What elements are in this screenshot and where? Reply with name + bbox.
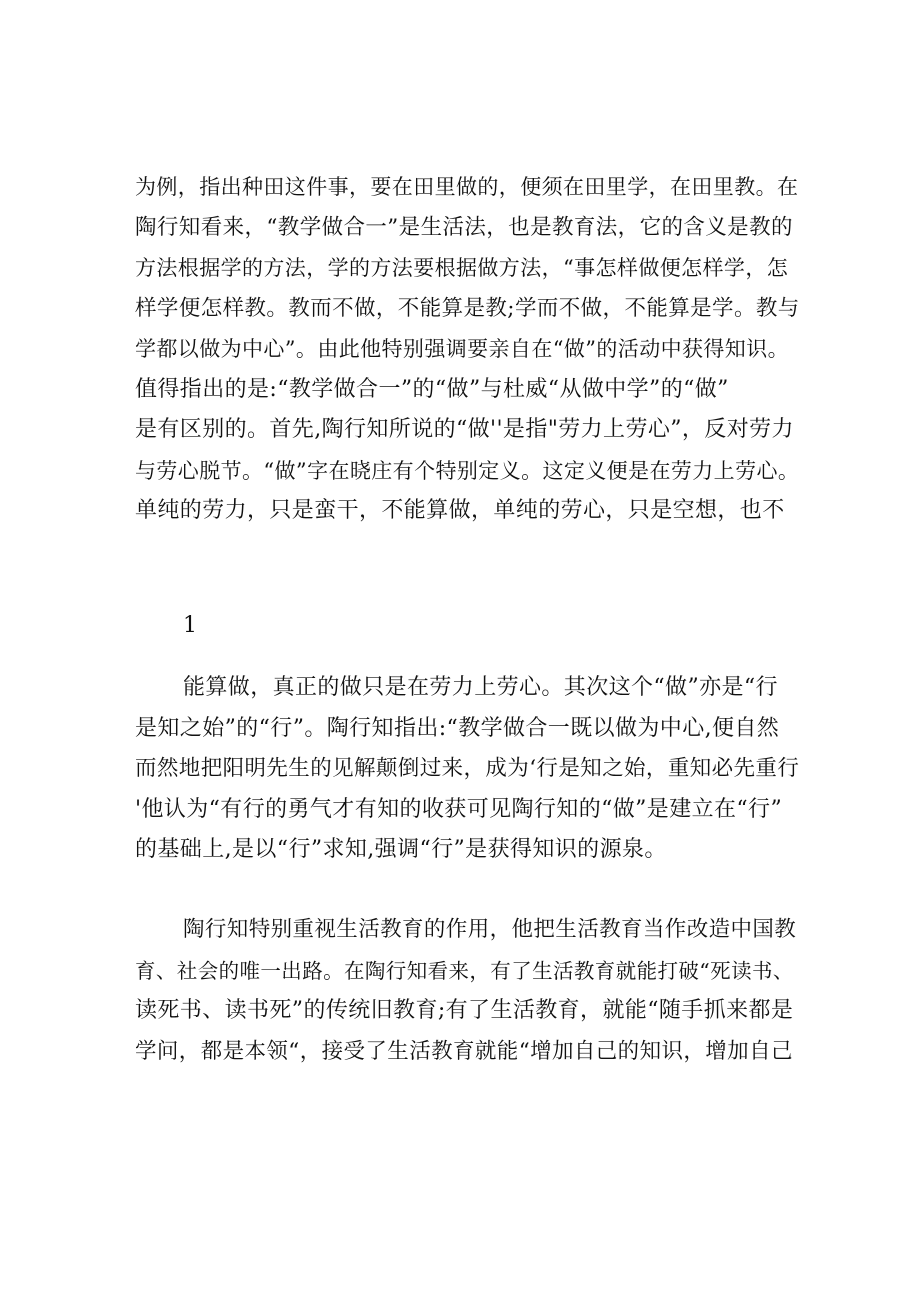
text-line: 方法根据学的方法，学的方法要根据做方法，“事怎样做便怎样学，怎 xyxy=(135,256,789,280)
text-line: 与劳心脱节。“做”字在晓庄有个特别定义。这定义便是在劳力上劳心。 xyxy=(135,458,800,483)
paragraph xyxy=(135,668,800,871)
text-line: 陶行知看来，“教学做合一”是生活法，也是教育法，它的含义是教的 xyxy=(135,214,793,240)
text-line: 读死书、读书死”的传统旧教育;有了生活教育，就能“随手抓来都是 xyxy=(135,998,794,1023)
text-line: 学问，都是本领“，接受了生活教育就能“增加自己的知识，增加自己 xyxy=(135,1038,793,1064)
text-line: 值得指出的是:“教学做合一”的“做”与杜威“从做中学”的“做” xyxy=(135,376,729,402)
text-line: 而然地把阳明先生的见解颠倒过来，成为‘行是知之始，重知必先重行 xyxy=(135,756,800,781)
text-line: 陶行知特别重视生活教育的作用，他把生活教育当作改造中国教 xyxy=(183,917,797,942)
text-line: 单纯的劳力，只是蛮干，不能算做，单纯的劳心，只是空想，也不 xyxy=(135,498,785,523)
text-line: 学都以做为中心”。由此他特别强调要亲自在“做”的活动中获得知识。 xyxy=(135,337,790,361)
text-line: 为例，指出种田这件事，要在田里做的，便须在田里学，在田里教。在 xyxy=(135,175,799,199)
text-line: 育、社会的唯一出路。在陶行知看来，有了生活教育就能打破“死读书、 xyxy=(135,958,794,983)
text-line: 是知之始”的“行”。陶行知指出:“教学做合一既以做为中心,便自然 xyxy=(135,715,780,741)
paragraph xyxy=(135,910,800,1072)
paragraph-continued xyxy=(135,167,800,532)
text-line: 的基础上,是以“行”求知,强调“行”是获得知识的源泉。 xyxy=(135,837,667,862)
text-line: 样学便怎样教。教而不做，不能算是教;学而不做，不能算是学。教与 xyxy=(135,295,800,321)
page-number: 1 xyxy=(183,613,197,638)
text-line: 能算做，真正的做只是在劳力上劳心。其次这个“做”亦是“行 xyxy=(183,675,778,700)
text-line: 是有区别的。首先,陶行知所说的“做''是指"劳力上劳心”，反对劳力 xyxy=(135,417,794,442)
text-line: '他认为“有行的勇气才有知的收获可见陶行知的“做”是建立在“行” xyxy=(135,796,783,822)
